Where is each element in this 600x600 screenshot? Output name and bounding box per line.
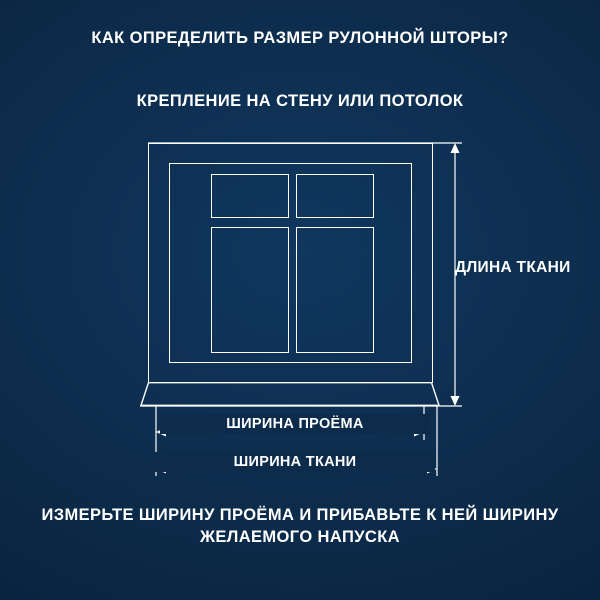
top-right-pane <box>296 174 374 218</box>
label-fabric-length: ДЛИНА ТКАНИ <box>455 259 571 276</box>
window-sill <box>140 382 440 406</box>
bottom-right-pane <box>296 227 374 353</box>
top-left-pane <box>211 174 289 218</box>
label-fabric-width: ШИРИНА ТКАНИ <box>155 452 435 472</box>
window-inner-frame <box>169 163 412 363</box>
page-subtitle: КРЕПЛЕНИЕ НА СТЕНУ ИЛИ ПОТОЛОК <box>136 92 464 110</box>
label-opening-width: ШИРИНА ПРОЁМА <box>160 414 430 434</box>
page-title: КАК ОПРЕДЕЛИТЬ РАЗМЕР РУЛОННОЙ ШТОРЫ? <box>91 29 509 47</box>
bottom-left-pane <box>211 227 289 353</box>
footer-instruction: ИЗМЕРЬТЕ ШИРИНУ ПРОЁМА И ПРИБАВЬТЕ К НЕЙ ШИРИНУ ЖЕЛАЕМОГО НАПУСКА <box>41 506 559 546</box>
